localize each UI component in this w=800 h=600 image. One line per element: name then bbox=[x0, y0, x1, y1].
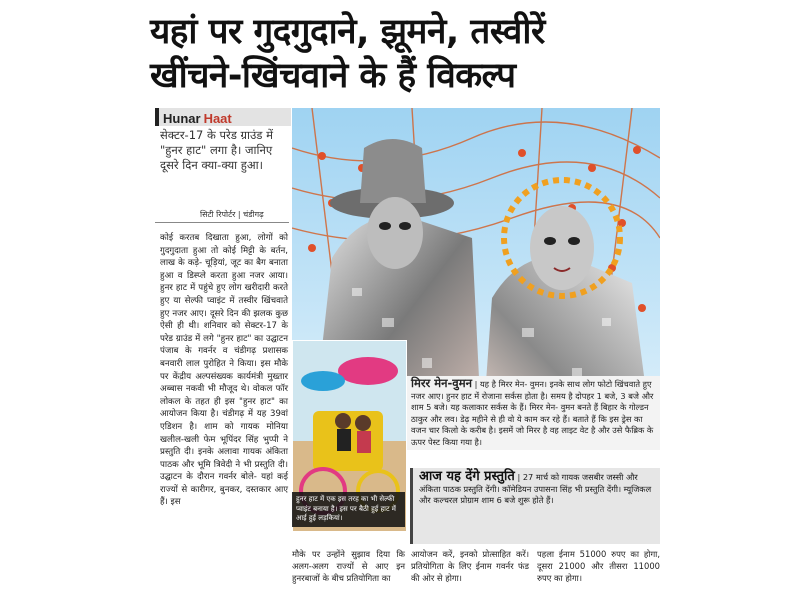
bottom-column-3: पहला ईनाम 51000 रुपए का होगा, दूसरा 21000 और तीसरा 11000 रुपए का होगा। bbox=[537, 549, 660, 583]
mirror-box-separator: | bbox=[474, 379, 480, 389]
mirror-box-text: यह है मिरर मेन- वुमन। इनके साथ लोग फोटो खिंचवाते हुए नजर आए। हुनर हाट में रोजाना सर्कस होता है। समय है दोपहर 1 बजे, 3 बजे और शाम 5 बजे। यह कलाकार सर्कस के हैं। मिरर मेन- वुमन बनते हैं बिहार के गोल्डन ठाकुर और लव। डेढ़ महीने से ही वो ये काम कर रहे हैं। बताते हैं कि इस ड्रेस का वजन चार किलो के करीब है। इसमें जो मिरर है वह लाइट वेट है और उसे फैब्रिक के ऊपर पेस्ट किया गया है। bbox=[411, 379, 654, 447]
mirror-box-title: मिरर मेन-वुमन bbox=[411, 376, 472, 390]
mirror-men-women-box bbox=[407, 376, 660, 450]
todays-performance-title: आज यह देंगे प्रस्तुति bbox=[419, 469, 515, 484]
inset-photo-caption: हुनर हाट में एक इस तरह का भी सेल्फी प्वाइंट बनाया है। इस पर बैठी हुई हाट में आई हुई लड़कियां। bbox=[292, 492, 405, 527]
byline: सिटी रिपोर्टर | चंडीगढ़ bbox=[200, 210, 264, 219]
section-tag-part-1: Hunar bbox=[163, 111, 201, 126]
headline-line-2: खींचने-खिंचवाने के हैं विकल्प bbox=[150, 56, 516, 96]
headline-line-1: यहां पर गुदगुदाने, झूमने, तस्वीरें bbox=[150, 12, 545, 52]
headline bbox=[150, 10, 670, 98]
section-tag-part-2: Haat bbox=[203, 111, 232, 126]
divider bbox=[155, 222, 289, 223]
article-body: कोई करतब दिखाता हुआ, लोगों को गुदगुदाता हुआ तो कोई मिट्टी के बर्तन, लाख के कड़े- चूड़ियां, जूट का बैग बनाता हुआ व डिस्प्ले करता हुआ नजर आया। हुनर हाट में पहुंचे हुए लोग खरीदारी करते हुए या सेल्फी प्वाइंट में तस्वीर खिंचवाते हुए नजर आए। दूसरे दिन की झलक कुछ ऐसी ही थी। शनिवार को सेक्टर-17 के परेड ग्राउंड में लगे "हुनर हाट" का उद्घाटन पंजाब के गवर्नर व चंडीगढ़ प्रशासक बनवारी लाल पुरोहित ने किया। इस मौके पर केंद्रीय अल्पसंख्यक कार्यमंत्री मुख्तार अब्बास नकवी भी मौजूद थे। वोकल फॉर लोकल के तहत ही इस "हुनर हाट" का आयोजन किया है। चंडीगढ़ में यह 39वां एडिशन है। शाम को गायक मोनिया खलील-खली फेम भूपिंदर सिंह भुप्पी ने प्रस्तुति दी। इनके अलावा गायक अंकिता पाठक और भूमि त्रिवेदी ने भी प्रस्तुति दी। उद्घाटन के दौरान गवर्नर बोले- यहां कई राज्यों से कारीगर, बुनकर, दस्तकार आए हैं। इस bbox=[160, 233, 288, 508]
todays-performance-text: 27 मार्च को गायक जसबीर जस्सी और अंकिता पाठक प्रस्तुति देंगी। कॉमेडियन उपासना सिंह भी प्रस्तुति देंगी। म्यूजिकल और कल्चरल प्रोग्राम शाम 6 बजे शुरू होते हैं। bbox=[419, 472, 652, 505]
intro-text: सेक्टर-17 के परेड ग्राउंड में "हुनर हाट" लगा है। जानिए दूसरे दिन क्या-क्या हुआ। bbox=[160, 128, 273, 172]
bottom-column-2: आयोजन करें, इनको प्रोत्साहित करें। प्रतियोगिता के लिए ईनाम गवर्नर फंड की ओर से होगा। bbox=[411, 549, 529, 583]
section-tag bbox=[155, 108, 291, 126]
todays-performance-separator: | bbox=[517, 472, 523, 482]
todays-performance-box bbox=[410, 468, 660, 544]
bottom-column-1: मौके पर उन्होंने सुझाव दिया कि अलग-अलग राज्यों से आए इन हुनरबाजों के बीच प्रतियोगिता का bbox=[292, 549, 405, 583]
